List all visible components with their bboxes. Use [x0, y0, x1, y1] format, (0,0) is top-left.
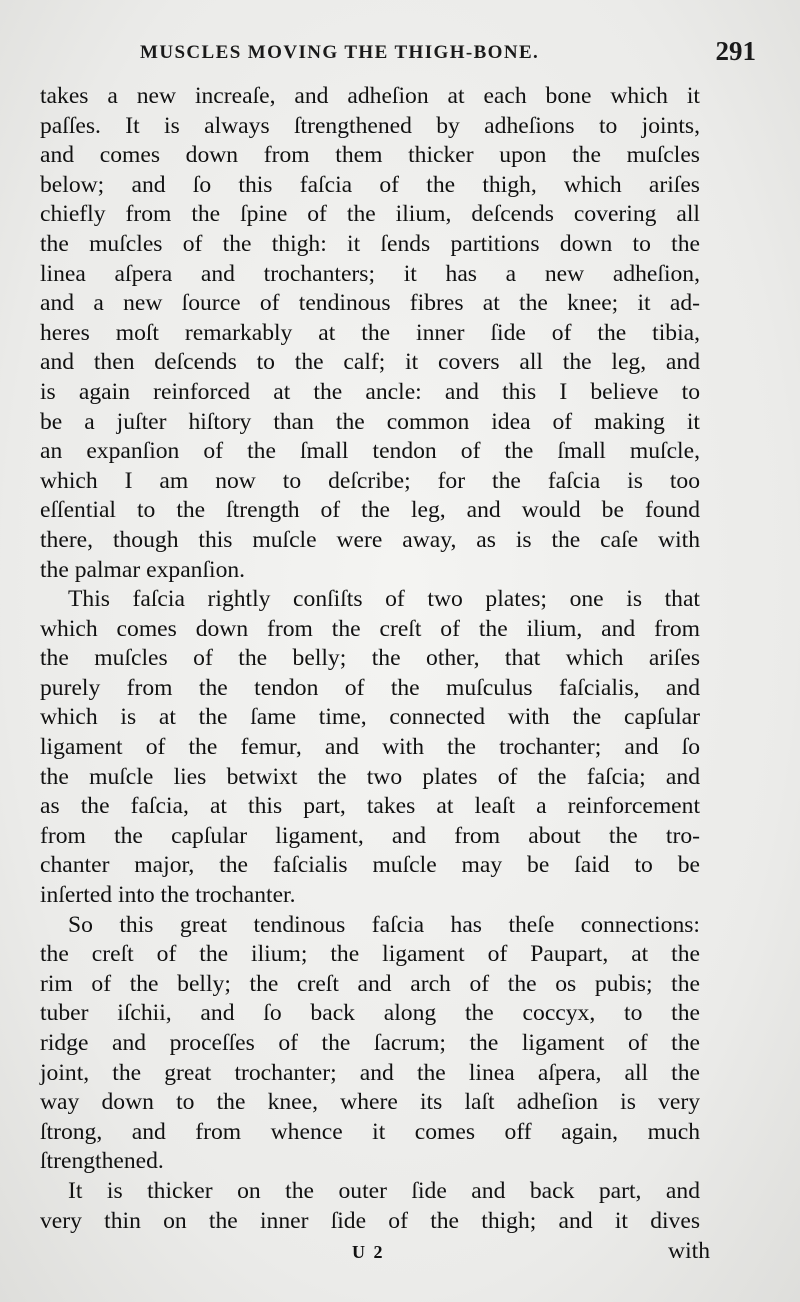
text-line: the muſcle lies betwixt the two plates of the faſcia; and — [40, 763, 700, 790]
text-line: and comes down from them thicker upon the muſcles — [40, 142, 700, 169]
text-line: So this great tendinous faſcia has theſe connections: — [68, 911, 700, 938]
text-line: which comes down from the creſt of the ilium, and from — [40, 615, 700, 642]
text-line: as the faſcia, at this part, takes at leaſt a reinforcement — [40, 793, 700, 820]
text-line: It is thicker on the outer ſide and back part, and — [68, 1177, 700, 1204]
page-footer — [40, 1238, 710, 1270]
signature-mark: U 2 — [352, 1242, 385, 1262]
text-line: rim of the belly; the creſt and arch of the os pubis; the — [40, 970, 700, 997]
text-line: very thin on the inner ſide of the thigh; and it dives — [40, 1207, 700, 1234]
text-line: and then deſcends to the calf; it covers all the leg, and — [40, 349, 700, 376]
text-line: the muſcles of the thigh: it ſends partitions down to the — [40, 230, 700, 257]
text-line: ſtrong, and from whence it comes off again, much — [40, 1118, 700, 1145]
text-line: ridge and proceſſes of the ſacrum; the ligament of the — [40, 1030, 700, 1056]
text-line: there, though this muſcle were away, as is the caſe with — [40, 526, 700, 553]
text-line: an expanſion of the ſmall tendon of the ſmall muſcle, — [40, 438, 700, 465]
page-number: 291 — [715, 36, 756, 66]
text-line: paſſes. It is always ſtrengthened by adheſions to joints, — [40, 112, 700, 139]
text-line: purely from the tendon of the muſculus faſcialis, and — [40, 674, 700, 701]
text-line: chiefly from the ſpine of the ilium, deſcends covering all — [40, 201, 700, 228]
text-line: This faſcia rightly conſiſts of two plates; one is that — [68, 586, 700, 613]
text-line: ligament of the femur, and with the trochanter; and ſo — [40, 734, 700, 761]
text-line: tuber iſchii, and ſo back along the coccyx, to the — [40, 1000, 700, 1027]
text-line: eſſential to the ſtrength of the leg, and would be found — [40, 497, 700, 524]
text-line: chanter major, the faſcialis muſcle may be ſaid to be — [40, 852, 700, 879]
text-line: from the capſular ligament, and from about the tro- — [40, 822, 700, 849]
text-line: way down to the knee, where its laſt adheſion is very — [40, 1089, 700, 1116]
text-line: which I am now to deſcribe; for the faſcia is too — [40, 467, 700, 494]
text-line: linea aſpera and trochanters; it has a new adheſion, — [40, 260, 700, 287]
text-line: takes a new increaſe, and adheſion at each bone which it — [40, 83, 700, 109]
running-head: MUSCLES MOVING THE THIGH-BONE. — [140, 42, 540, 63]
text-line: inſerted into the trochanter. — [40, 882, 296, 909]
body-text — [40, 82, 700, 1236]
page-header — [40, 36, 756, 70]
text-line: joint, the great trochanter; and the linea aſpera, all the — [40, 1059, 700, 1086]
text-line: the creſt of the ilium; the ligament of Paupart, at the — [40, 941, 700, 968]
catchword: with — [668, 1238, 710, 1264]
text-line: ſtrengthened. — [40, 1148, 164, 1175]
text-line: the muſcles of the belly; the other, that which ariſes — [40, 645, 700, 672]
text-line: heres moſt remarkably at the inner ſide of the tibia, — [40, 319, 700, 346]
text-line: the palmar expanſion. — [40, 556, 246, 583]
text-line: below; and ſo this faſcia of the thigh, which ariſes — [40, 171, 700, 198]
text-line: and a new ſource of tendinous fibres at the knee; it ad- — [40, 290, 700, 317]
text-line: be a juſter hiſtory than the common idea of making it — [40, 408, 700, 435]
text-line: which is at the ſame time, connected with the capſular — [40, 704, 700, 731]
text-line: is again reinforced at the ancle: and this I believe to — [40, 378, 700, 405]
